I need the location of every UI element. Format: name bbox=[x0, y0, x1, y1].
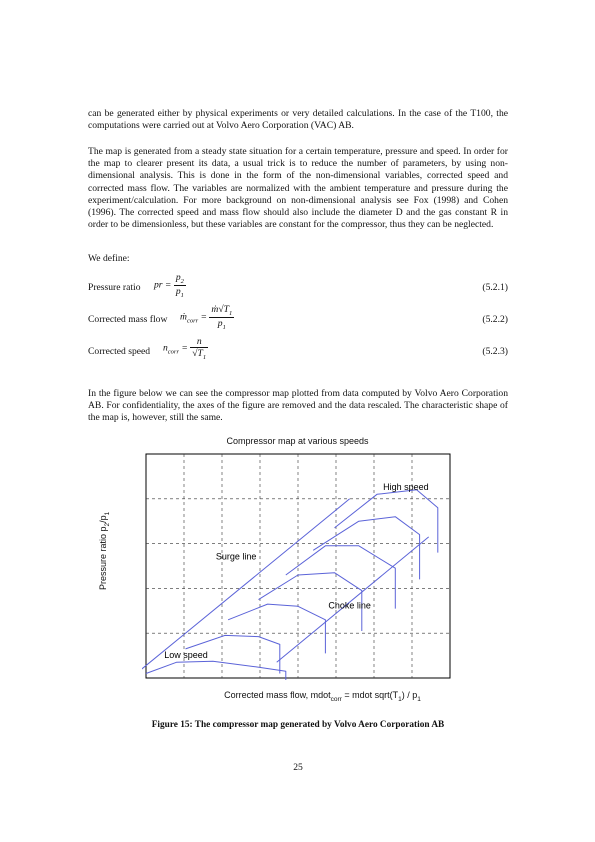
equation-corrected-mass-flow bbox=[88, 304, 508, 334]
equation-pressure-ratio bbox=[88, 272, 508, 302]
annotation-label: Surge line bbox=[215, 551, 257, 562]
equation-label: Corrected mass flow bbox=[88, 314, 168, 325]
equation-number: (5.2.3) bbox=[482, 346, 508, 357]
figure-caption: Figure 15: The compressor map generated by Volvo Aero Corporation AB bbox=[151, 720, 445, 730]
chart-xlabel: Corrected mass flow, mdot$_{corr}$ = mdot $sqrt(T_1) / p_1$ bbox=[224, 690, 421, 703]
chart-title: Compressor map at various speeds bbox=[226, 436, 369, 446]
page-number: 25 bbox=[293, 762, 303, 773]
paragraph-map-description: The map is generated from a steady state situation for a certain temperature, pressure and speed. In order for the map to clearer present its data, a usual trick is to reduce the number of parameters, by using non-dimensional analysis. This is done in the form of the non-dimensional variables, corrected speed and corrected mass flow. The variables are normalized with the ambient temperature and pressure during the experiment/calculation. For more background on non-dimensional analysis see Fox (1998) and Cohen (1996). The corrected speed and mass flow should also include the diameter D and the gas constant R in order to be dimensionless, but these variables are constant for the compressor, thus they can be neglected. bbox=[88, 146, 508, 231]
equation-math: ṁ$_{corr}$ = $\frac{ṁ√T_1}{p_1}$ bbox=[180, 304, 233, 331]
equation-math: pr = $\frac{p_2}{p_1}$ bbox=[154, 272, 184, 299]
equation-label: Pressure ratio bbox=[88, 282, 141, 293]
annotation-label: Choke line bbox=[328, 600, 371, 611]
equation-number: (5.2.2) bbox=[482, 314, 508, 325]
compressor-map-chart bbox=[142, 452, 454, 680]
chart-ylabel: Pressure ratio $p_2/p_1$ bbox=[98, 511, 111, 590]
equation-label: Corrected speed bbox=[88, 346, 151, 357]
paragraph-we-define: We define: bbox=[88, 253, 130, 264]
paragraph-figure-intro: In the figure below we can see the compressor map plotted from data computed by Volvo Aero Corporation AB. For confidentiality, the axes of the figure are removed and the data rescaled. The characteristic shape of the map is, however, still the same. bbox=[88, 388, 508, 424]
equation-number: (5.2.1) bbox=[482, 282, 508, 293]
paragraph-intro: can be generated either by physical experiments or very detailed calculations. In the case of the T100, the computations were carried out at Volvo Aero Corporation (VAC) AB. bbox=[88, 108, 508, 132]
annotation-label: High speed bbox=[383, 481, 429, 492]
equation-math: $n_{corr}$ = $\frac{n}{√T_1}$ bbox=[163, 336, 207, 361]
equation-corrected-speed bbox=[88, 336, 508, 366]
annotation-label: Low speed bbox=[164, 649, 208, 660]
